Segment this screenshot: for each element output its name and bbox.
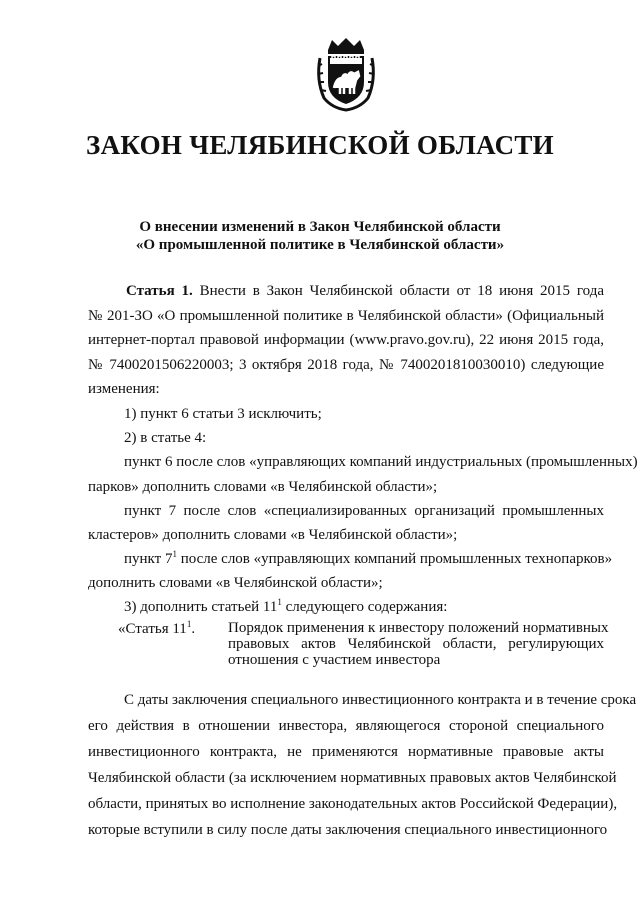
text-fragment: пункт 7: [124, 551, 173, 567]
list-item: 2) в статье 4:: [124, 430, 207, 446]
body-line: его действия в отношении инвестора, являющегося стороной специального: [88, 718, 604, 734]
subtitle-line: «О промышленной политике в Челябинской области»: [135, 237, 505, 253]
superscript: 1: [172, 549, 177, 559]
title-line: отношения с участием инвестора: [228, 652, 441, 668]
law-subtitle: [60, 218, 580, 254]
title-line: правовых актов Челябинской области, регулирующих: [228, 636, 604, 652]
text-fragment: после слов «управляющих компаний промышленных технопарков»: [176, 551, 613, 567]
paragraph-line: дополнить словами «в Челябинской области»;: [88, 575, 383, 591]
article-1-line: интернет-портал правовой информации (www.pravo.gov.ru), 22 июня 2015 года,: [88, 332, 604, 348]
superscript: 1: [186, 619, 192, 629]
body-line: инвестиционного контракта, не применяются нормативные правовые акты: [88, 744, 604, 760]
article-1-text: Внести в Закон Челябинской области от 18 июня 2015 года: [199, 283, 604, 299]
page-title: ЗАКОН ЧЕЛЯБИНСКОЙ ОБЛАСТИ: [86, 130, 554, 160]
paragraph-line: пункт 6 после слов «управляющих компаний индустриальных (промышленных): [124, 454, 638, 470]
text-fragment: «Статья 11: [118, 621, 187, 637]
body-line: Челябинской области (за исключением нормативных правовых актов Челябинской: [88, 770, 617, 786]
paragraph-line: пункт 7 после слов «специализированных организаций промышленных: [124, 503, 604, 519]
paragraph-line: [124, 549, 613, 568]
chelyabinsk-coat-of-arms-icon: [314, 36, 378, 112]
article-1-label: Статья 1.: [126, 283, 193, 299]
paragraph-line: парков» дополнить словами «в Челябинской области»;: [88, 479, 438, 495]
article-1-line: изменения:: [88, 381, 160, 397]
body-line: области, принятых во исполнение законодательных актов Российской Федерации),: [88, 796, 618, 812]
superscript: 1: [277, 597, 282, 607]
text-fragment: 3) дополнить статьей 11: [124, 599, 278, 615]
new-article-title: [228, 620, 609, 668]
body-line: С даты заключения специального инвестиционного контракта и в течение срока: [124, 692, 637, 708]
title-line: Порядок применения к инвестору положений нормативных: [228, 620, 609, 636]
subtitle-line: О внесении изменений в Закон Челябинской области: [139, 219, 501, 235]
new-article-label: [118, 620, 195, 638]
paragraph-line: кластеров» дополнить словами «в Челябинской области»;: [88, 527, 458, 543]
body-line: которые вступили в силу после даты заключения специального инвестиционного: [88, 822, 608, 838]
list-item: [124, 598, 640, 616]
text-fragment: .: [191, 621, 196, 637]
article-1-line: № 7400201506220003; 3 октября 2018 года, № 7400201810030010) следующие: [88, 357, 604, 373]
list-item: 1) пункт 6 статьи 3 исключить;: [124, 406, 322, 422]
article-1-first-line: [126, 282, 604, 300]
article-1-line: № 201-ЗО «О промышленной политике в Челябинской области» (Официальный: [88, 308, 604, 324]
text-fragment: следующего содержания:: [281, 599, 448, 615]
